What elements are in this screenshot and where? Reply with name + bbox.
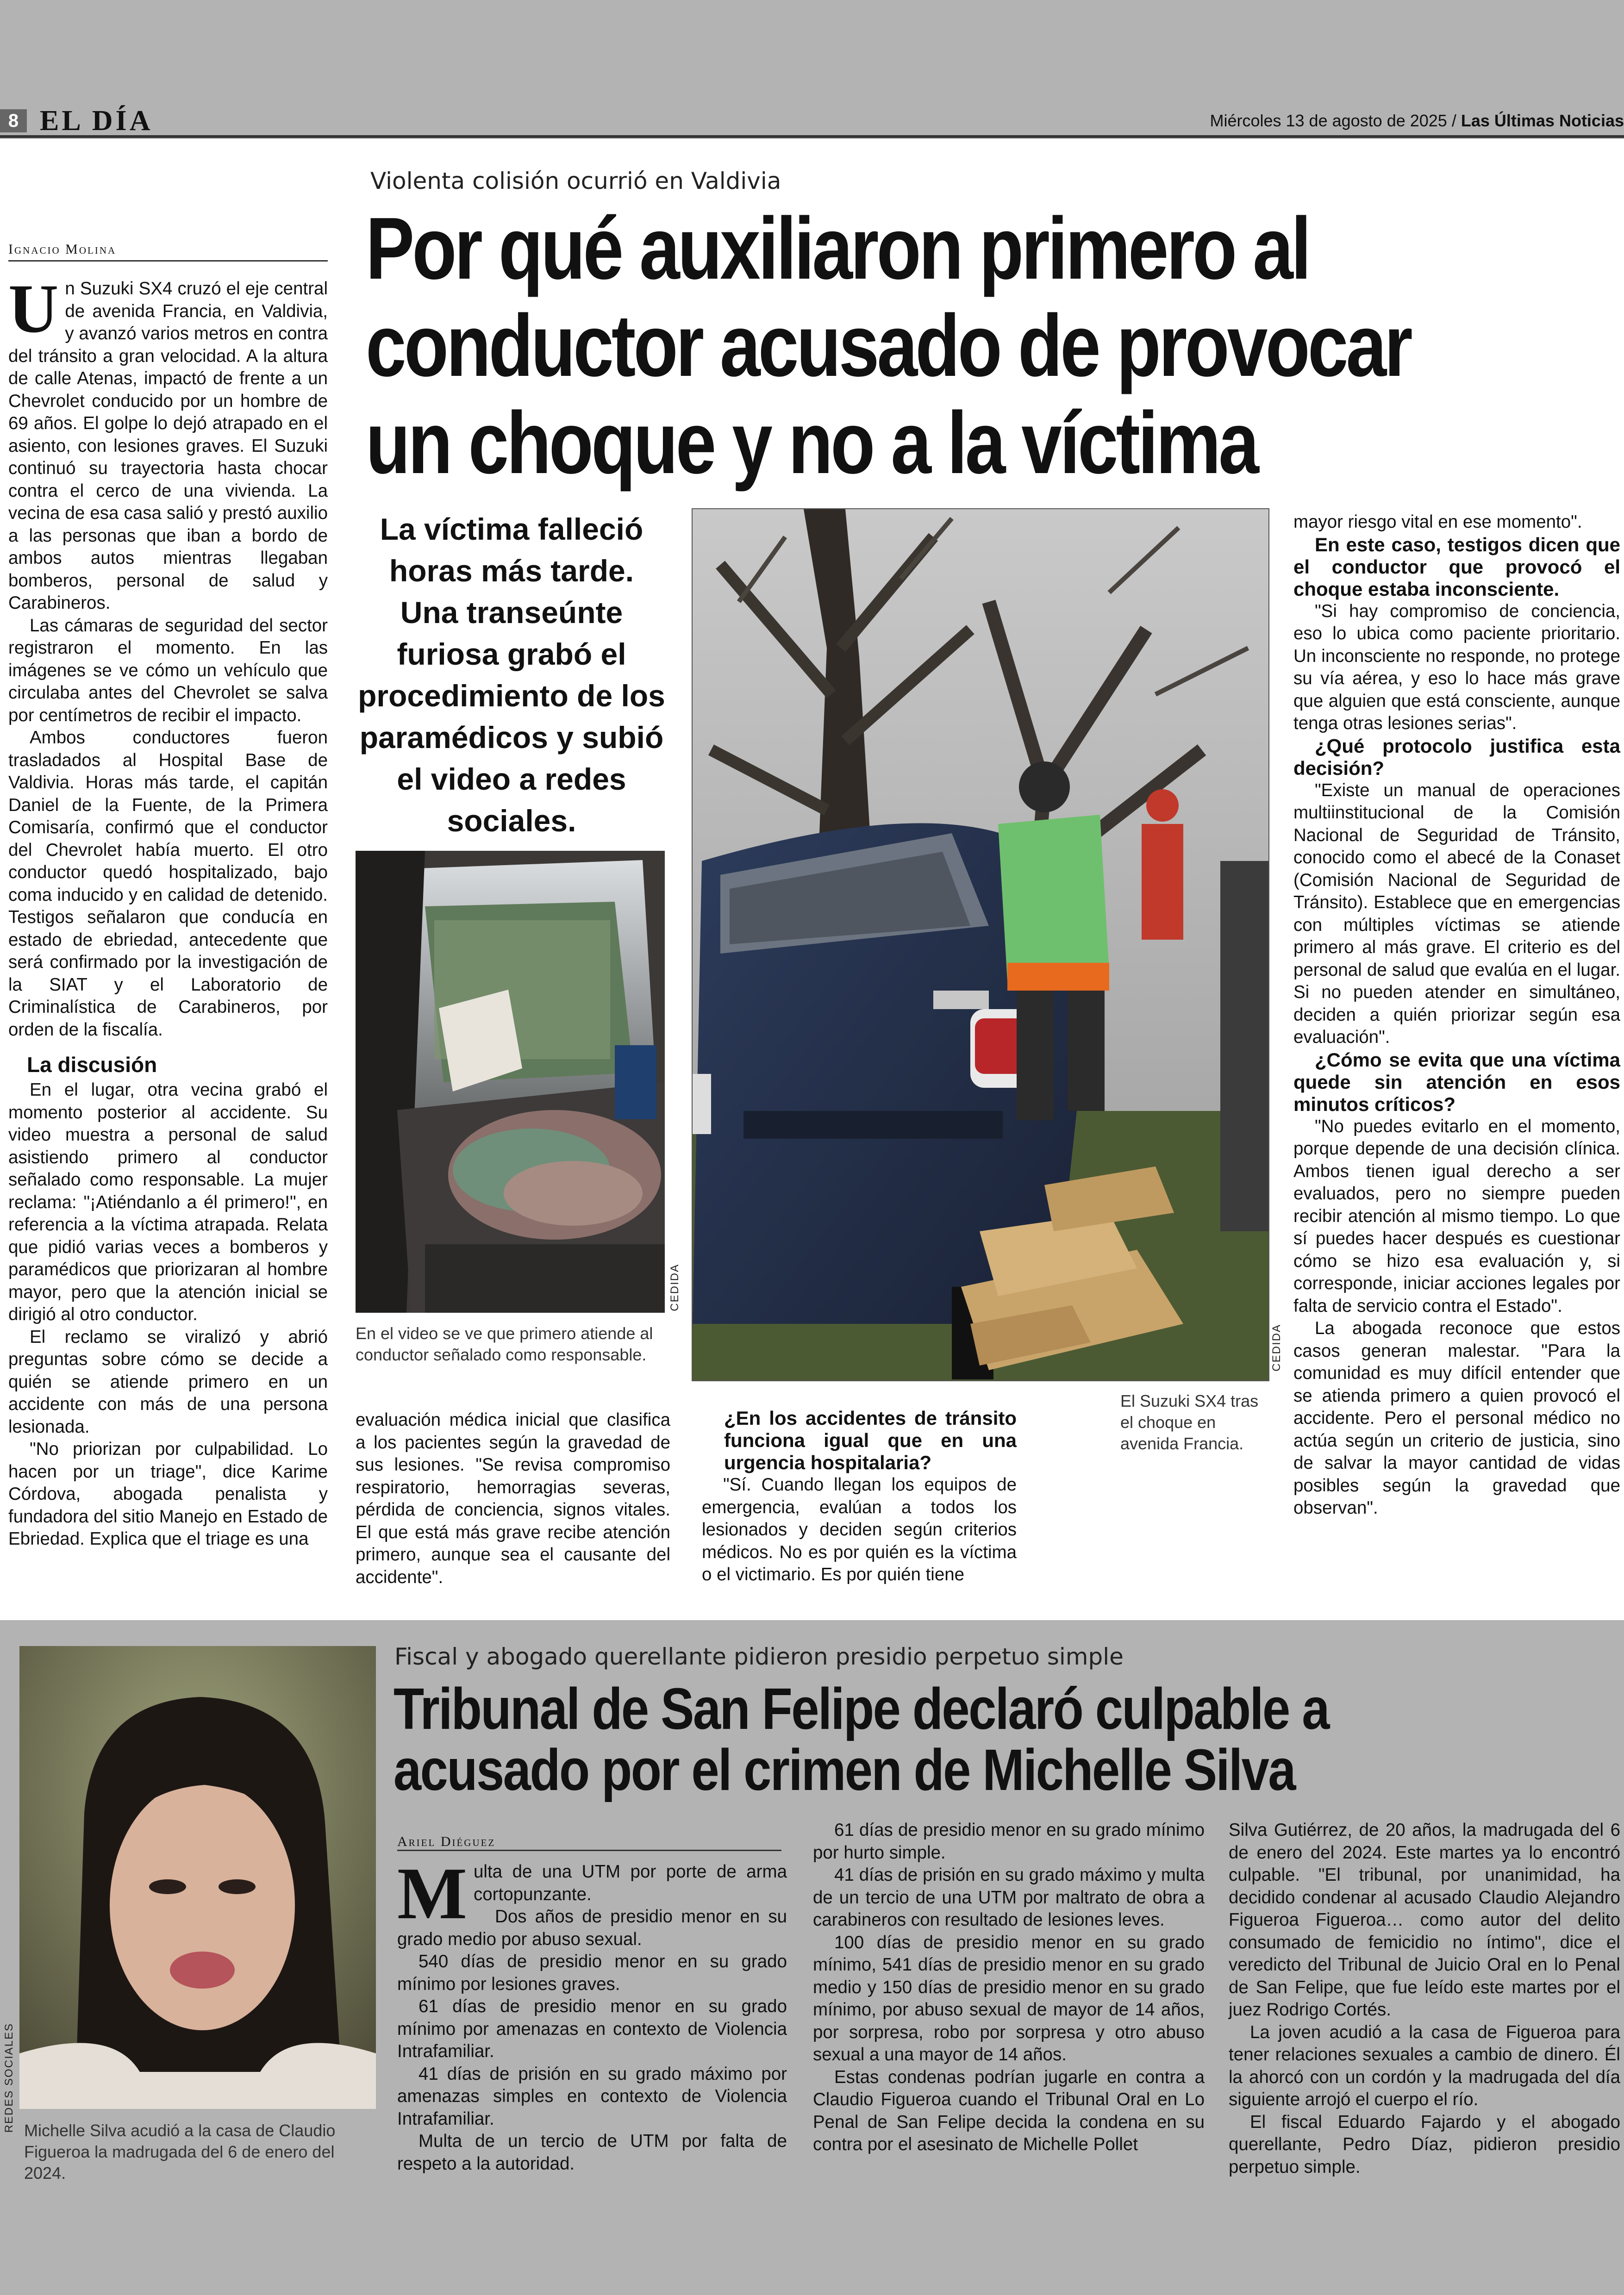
headline-line: acusado por el crimen de Michelle Silva (394, 1737, 1295, 1802)
article1-kicker: Violenta colisión ocurrió en Valdivia (370, 168, 781, 194)
header-rule (0, 135, 1624, 138)
headline-line: Tribunal de San Felipe declaró culpable a (394, 1676, 1329, 1741)
article1-headline (366, 200, 1411, 492)
paragraph: Estas condenas podrían jugarle en contra a Claudio Figueroa cuando el Tribunal Oral en Lo Penal de San Felipe decida la condena en su contra por el asesinato de Michelle Pollet (813, 2067, 1205, 2154)
dropcap: U (8, 270, 59, 347)
article2-headline (394, 1678, 1329, 1801)
dropcap: M (397, 1852, 468, 1934)
paragraph: "Si hay compromiso de conciencia, eso lo ubica como paciente prioritario. Un inconsciente no responde, no protege su vía aérea, y eso lo hace más grave que alguien que está consciente, aunque tenga otras lesiones serias". (1293, 601, 1620, 733)
article2-column-1 (397, 1852, 787, 2175)
paragraph: Silva Gutiérrez, de 20 años, la madrugada del 6 de enero del 2024. Este martes ya lo encontró culpable. "El tribunal, por unanimidad, ha decidido condenar al acusado Claudio Alejandro Figueroa Figueroa… como autor del delito consumado de femicidio no íntimo", dice el veredicto del Tribunal de Juicio Oral en lo Penal de San Felipe, que fue leído este martes por el juez Rodrigo Cortés. (1229, 1820, 1620, 2020)
paragraph: "No priorizan por culpabilidad. Lo hacen por un triage", dice Karime Córdova, abogada penalista y fundadora del sitio Manejo en Estado de Ebriedad. Explica que el triage es una (8, 1439, 328, 1549)
article2-column-3 (1229, 1819, 1620, 2178)
article2-kicker: Fiscal y abogado querellante pidieron presidio perpetuo simple (394, 1643, 1124, 1670)
subhead: La discusión (27, 1053, 157, 1077)
portrait-caption: Michelle Silva acudió a la casa de Claudio Figueroa la madrugada del 6 de enero del 2024. (24, 2121, 336, 2183)
paragraph: Dos años de presidio menor en su grado medio por abuso sexual. (397, 1907, 787, 1949)
page-number: 8 (0, 109, 27, 132)
paragraph: 61 días de presidio menor en su grado mínimo por amenazas en contexto de Violencia Intrafamiliar. (397, 1996, 787, 2061)
paragraph: Ambos conductores fueron trasladados al Hospital Base de Valdivia. Horas más tarde, el capitán Daniel de la Fuente, de la Primera Comisaría, confirmó que el conductor del Chevrolet había muerto. El otro conductor quedó hospitalizado, bajo coma inducido y en calidad de detenido. Testigos señalaron que conducía en estado de ebriedad, antecedente que será confirmado por la investigación de la SIAT y el Laboratorio de Criminalística de Carabineros, por orden de la fiscalía. (8, 728, 328, 1040)
paragraph: evaluación médica inicial que clasifica a los pacientes según la gravedad de sus lesiones. "Se revisa compromiso respiratorio, hemorragias severas, pérdida de conciencia, signos vitales. El que está más grave recibe atención primero, aunque sea el causante del accidente". (356, 1410, 670, 1587)
article2-byline: Ariel Diéguez (397, 1834, 496, 1849)
newspaper-name: Las Últimas Noticias (1461, 111, 1624, 130)
byline-rule (397, 1850, 781, 1851)
section-title: EL DÍA (40, 105, 153, 137)
paragraph: En el lugar, otra vecina grabó el momento posterior al accidente. Su video muestra a personal de salud asistiendo primero al conductor señalado como responsable. La mujer reclama: "¡Atiéndanlo a él primero!", en referencia a la víctima atrapada. Relata que pidió varias veces a bomberos y paramédicos que priorizaran al hombre mayor, pero que la atención inicial se dirigió al otro conductor. (8, 1080, 328, 1324)
dateline (1210, 111, 1624, 131)
article1-column-1 (8, 270, 328, 1551)
dateline-separator: / (1451, 111, 1456, 130)
paragraph: 61 días de presidio menor en su grado mínimo por hurto simple. (813, 1820, 1205, 1863)
headline-line: conductor acusado de provocar (366, 297, 1411, 395)
article1-column-4 (1293, 511, 1620, 1520)
portrait-illustration (19, 1646, 376, 2109)
paragraph: n Suzuki SX4 cruzó el eje central de avenida Francia, en Valdivia, y avanzó varios metros en contra del tránsito a gran velocidad. A la altura de calle Atenas, impactó de frente a un Chevrolet conducido por un hombre de 69 años. El golpe lo dejó atrapado en el asiento, con lesiones graves. El Suzuki continuó su trayectoria hasta chocar contra el cerco de una vivienda. La vecina de esa casa salió y prestó auxilio a las personas que iban a bordo de ambos autos mientras llegaban bomberos, personal de salud y Carabineros. (8, 279, 328, 613)
paragraph: El fiscal Eduardo Fajardo y el abogado querellante, Pedro Díaz, pidieron presidio perpetuo simple. (1229, 2112, 1620, 2177)
paragraph: La joven acudió a la casa de Figueroa para tener relaciones sexuales a cambio de dinero. Él la ahorcó con un cordón y la madrugada del día siguiente arrojó el cuerpo el río. (1229, 2022, 1620, 2109)
photo-credit: REDES SOCIALES (3, 2023, 15, 2133)
paragraph: mayor riesgo vital en ese momento". (1293, 512, 1582, 532)
headline-line: Por qué auxiliaron primero al (366, 200, 1309, 298)
interview-question: ¿En los accidentes de tránsito funciona igual que en una urgencia hospitalaria? (724, 1407, 1017, 1473)
paragraph: El reclamo se viralizó y abrió preguntas sobre cómo se decide a quién se atiende primero en un accidente con más de una persona lesionada. (8, 1327, 328, 1437)
paragraph: "Sí. Cuando llegan los equipos de emergencia, evalúan a todos los lesionados y deciden según criterios médicos. No es por quién es la víctima o el victimario. Es por quién tiene (702, 1475, 1017, 1584)
paragraph: 41 días de prisión en su grado máximo por amenazas simples en contexto de Violencia Intrafamiliar. (397, 2064, 787, 2129)
photo-credit: CEDIDA (1270, 1324, 1283, 1372)
paragraph: Las cámaras de seguridad del sector registraron el momento. En las imágenes se ve cómo un vehículo que circulaba antes del Chevrolet se salva por centímetros de recibir el impacto. (8, 615, 328, 725)
article1-column-3 (702, 1407, 1017, 1586)
victim-portrait-photo (19, 1646, 376, 2109)
interview-question: ¿Qué protocolo justifica esta decisión? (1293, 735, 1620, 779)
interview-question: En este caso, testigos dicen que el conductor que provocó el choque estaba inconsciente. (1293, 533, 1620, 600)
headline-line: un choque y no a la víctima (366, 394, 1257, 492)
paragraph: "Existe un manual de operaciones multiinstitucional de la Comisión Nacional de Seguridad de Tránsito, conocido como el abecé de la Conaset (Comisión Nacional de Seguridad de Tránsito). Establece que en emergencias con múltiples víctimas se atiende primero al más grave. El criterio es del personal de salud que evalúa en el lugar. Si no pueden atender en simultáneo, deciden a quién priorizar según esa evaluación". (1293, 780, 1620, 1047)
paragraph: 100 días de presidio menor en su grado mínimo, 541 días de presidio menor en su grado medio y 150 días de presidio menor en su grado mínimo, por abuso sexual de mayor de 14 años, por sorpresa, robo por sorpresa y otro abuso sexual a una mayor de 14 años. (813, 1932, 1205, 2064)
paragraph: Multa de un tercio de UTM por falta de respeto a la autoridad. (397, 2131, 787, 2174)
paragraph: 540 días de presidio menor en su grado mínimo por lesiones graves. (397, 1952, 787, 1994)
issue-date: Miércoles 13 de agosto de 2025 (1210, 111, 1447, 130)
interview-question: ¿Cómo se evita que una víctima quede sin atención en esos minutos críticos? (1293, 1048, 1620, 1115)
video-still-illustration (356, 851, 665, 1313)
article2-column-2 (813, 1819, 1205, 2156)
article1-byline: Ignacio Molina (8, 242, 117, 257)
byline-rule (8, 260, 328, 262)
pull-quote: La víctima falleció horas más tarde. Una transeúnte furiosa grabó el procedimiento de los paramédicos y subió el video a redes sociales. (358, 512, 665, 838)
paragraph: La abogada reconoce que estos casos generan malestar. "Para la comunidad es muy difícil entender que se atienda primero a quien provocó el accidente. Pero el personal médico no actúa según un criterio de justicia, sino de salvar la mayor cantidad de vidas posibles según la gravedad que observan". (1293, 1318, 1620, 1518)
big-photo-caption: El Suzuki SX4 tras el choque en avenida Francia. (1120, 1391, 1259, 1453)
paragraph: 41 días de prisión en su grado máximo y multa de un tercio de una UTM por maltrato de obra a carabineros con resultado de lesiones leves. (813, 1865, 1205, 1930)
crash-scene-photo (692, 508, 1269, 1381)
crash-scene-illustration (693, 509, 1268, 1380)
article1-column-2 (356, 1409, 670, 1589)
paragraph: "No puedes evitarlo en el momento, porque depende de una decisión clínica. Ambos tienen igual derecho a ser evaluados, pero no siempre pueden recibir atención al mismo tiempo. Lo que sí puedes hacer después es cuestionar cómo se hizo esa evaluación y, si corresponde, iniciar acciones legales por falta de servicio contra el Estado". (1293, 1116, 1620, 1316)
photo-credit: CEDIDA (668, 1264, 681, 1311)
small-photo-caption: En el video se ve que primero atiende al conductor señalado como responsable. (356, 1324, 653, 1364)
paragraph: ulta de una UTM por porte de arma cortopunzante. (474, 1862, 787, 1904)
video-still-photo (356, 851, 665, 1313)
